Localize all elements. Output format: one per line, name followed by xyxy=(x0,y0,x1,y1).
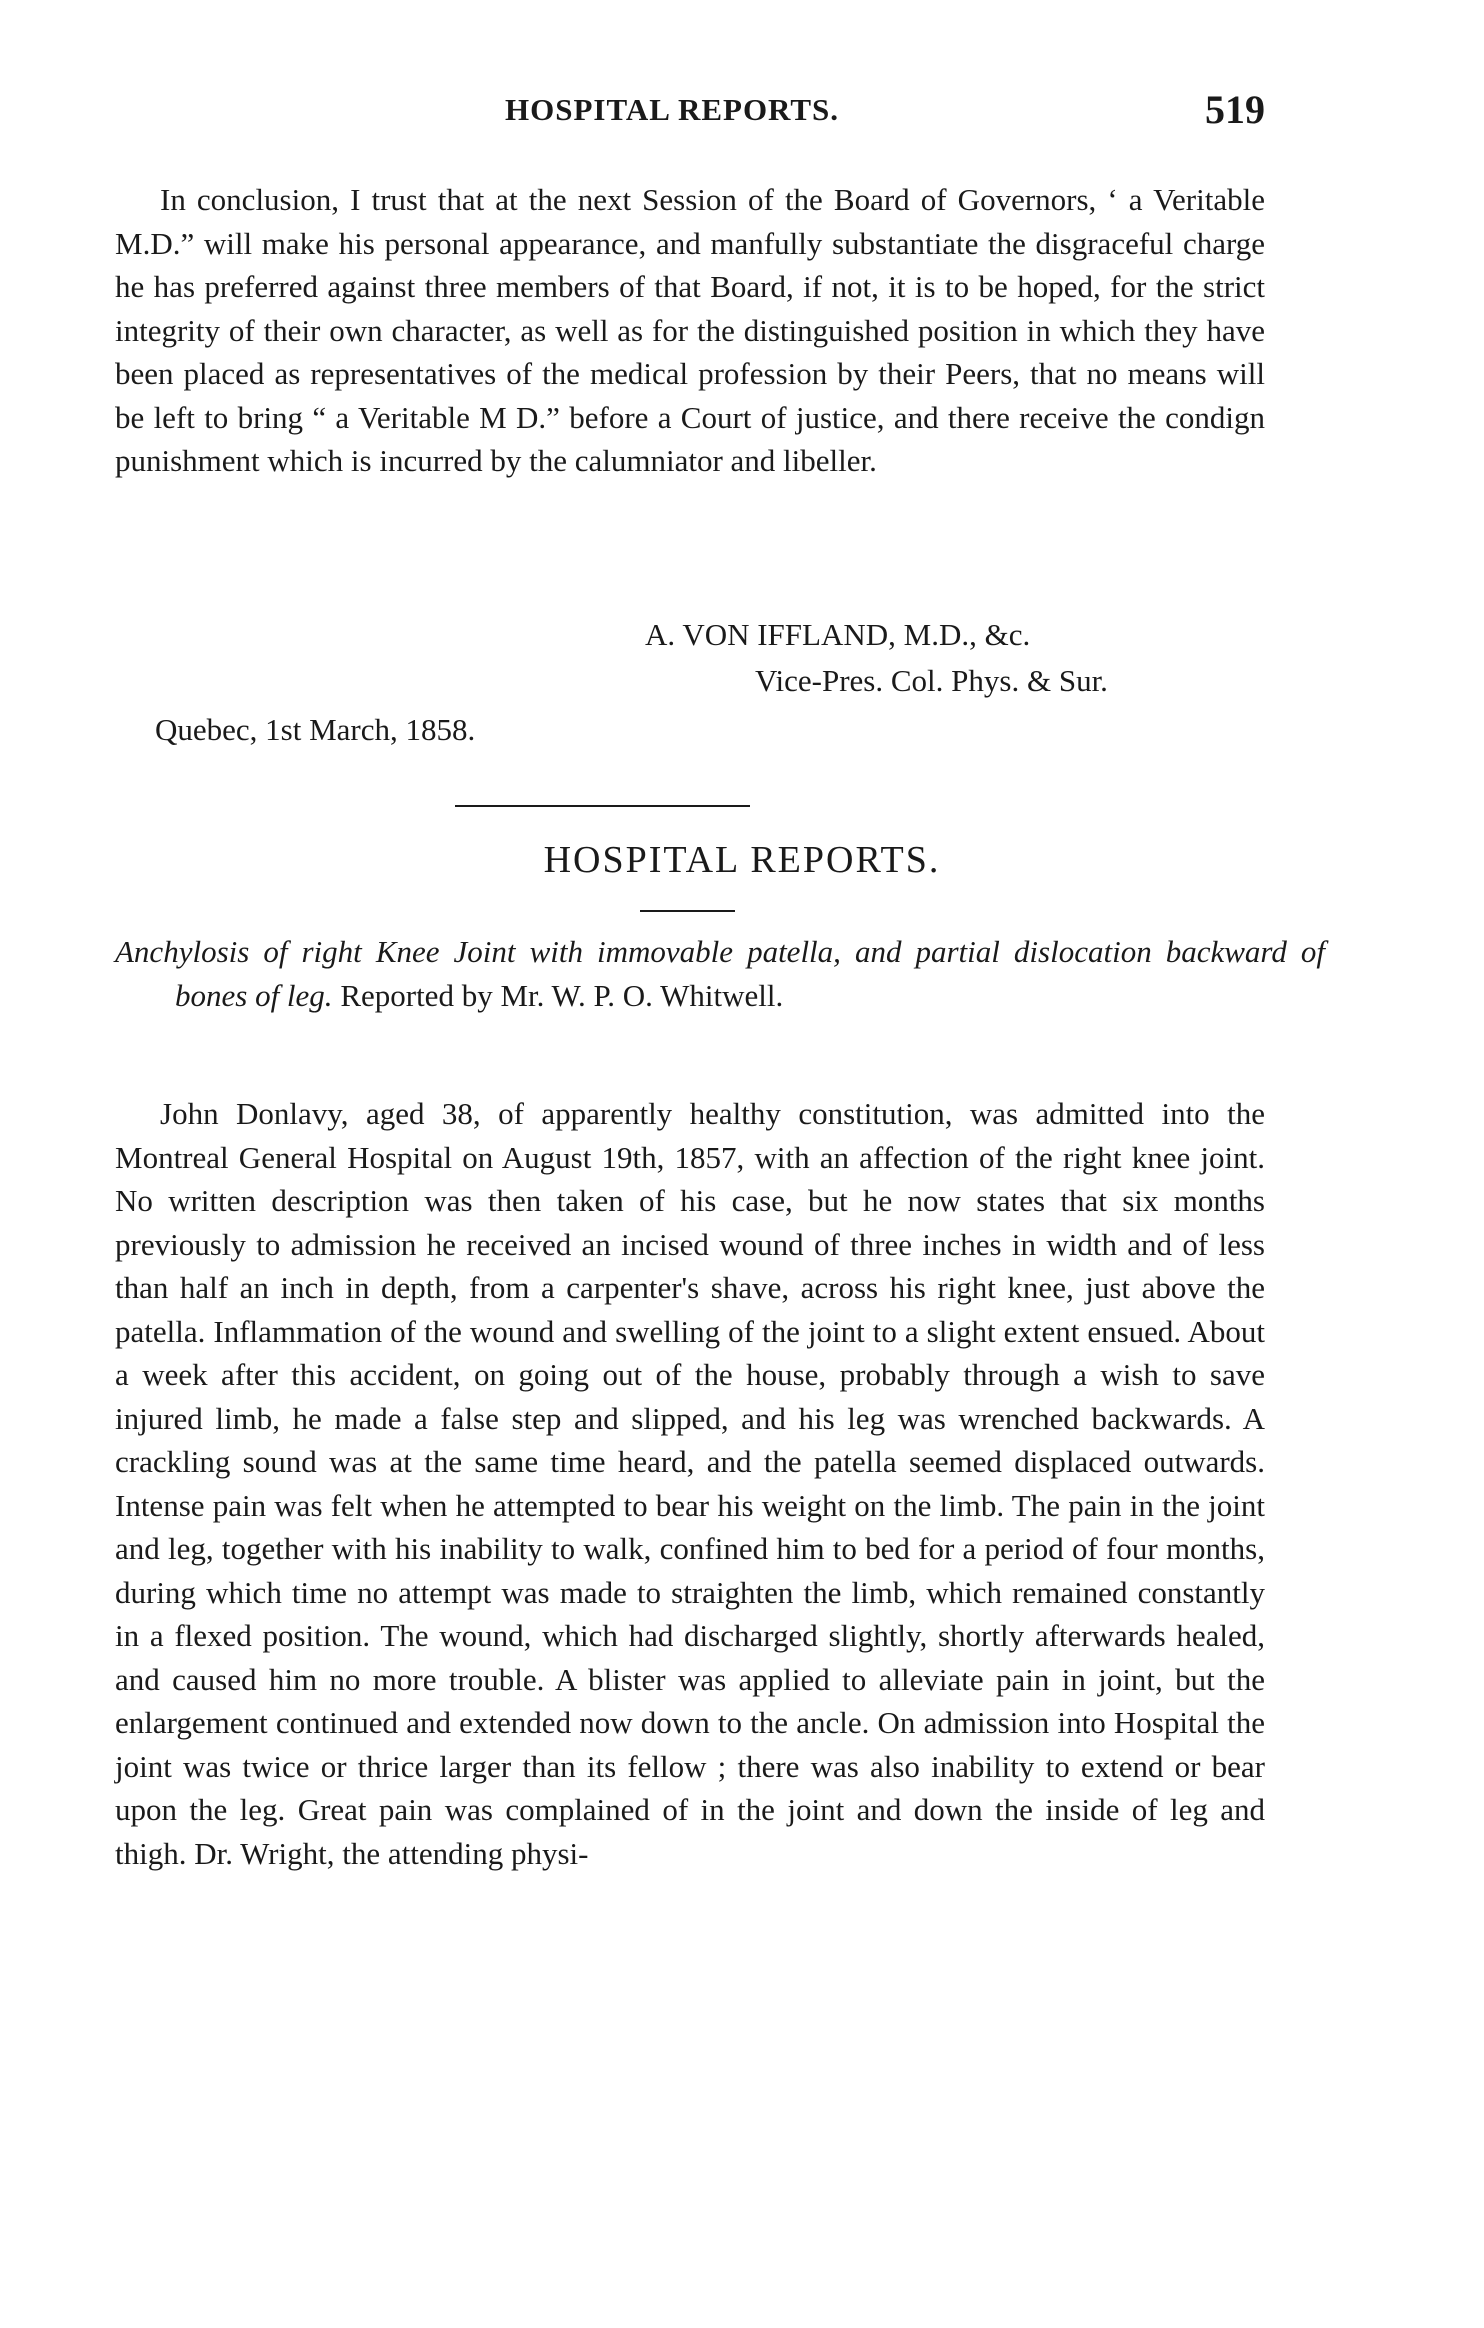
case-title xyxy=(115,930,1325,1018)
case-title-italic: Anchylosis of right Knee Joint with immovable patella, and partial dislocation backward of bones of leg. xyxy=(115,934,1325,1013)
case-reporter: Reported by Mr. W. P. O. Whitwell. xyxy=(340,978,784,1013)
signature-title: Vice-Pres. Col. Phys. & Sur. xyxy=(755,663,1108,698)
running-title: HOSPITAL REPORTS. xyxy=(505,92,840,127)
closing-letter xyxy=(115,178,1265,483)
section-heading: HOSPITAL REPORTS. xyxy=(543,839,941,881)
case-body-paragraph: John Donlavy, aged 38, of apparently healthy constitution, was admitted into the Montreal General Hospital on August 19th, 1857, with an affection of the right knee joint. No written description was then taken of his case, but he now states that six months previously to admission he received an incised wound of three inches in width and of less than half an inch in depth, from a carpenter's shave, across his right knee, just above the patella. Inflammation of the wound and swelling of the joint to a slight extent ensued. About a week after this accident, on going out of the house, probably through a wish to save injured limb, he made a false step and slipped, and his leg was wrenched backwards. A crackling sound was at the same time heard, and the patella seemed displaced outwards. Intense pain was felt when he attempted to bear his weight on the limb. The pain in the joint and leg, together with his inability to walk, confined him to bed for a period of four months, during which time no attempt was made to straighten the limb, which remained constantly in a flexed position. The wound, which had discharged slightly, shortly afterwards healed, and caused him no more trouble. A blister was applied to alleviate pain in joint, but the enlargement continued and extended now down to the ancle. On admission into Hospital the joint was twice or thrice larger than its fellow ; there was also inability to extend or bear upon the leg. Great pain was complained of in the joint and down the inside of leg and thigh. Dr. Wright, the attending physi- xyxy=(115,1096,1265,1871)
case-body xyxy=(115,1092,1265,1875)
dateline: Quebec, 1st March, 1858. xyxy=(155,712,476,747)
running-head xyxy=(0,87,1484,142)
section-divider xyxy=(455,805,750,807)
page-number: 519 xyxy=(1205,87,1265,132)
closing-paragraph: In conclusion, I trust that at the next Session of the Board of Governors, ‘ a Veritable M.D.” will make his personal appearance, and manfully substantiate the disgraceful charge he has preferred against three members of that Board, if not, it is to be hoped, for the strict integrity of their own character, as well as for the distinguished position in which they have been placed as representatives of the medical profession by their Peers, that no means will be left to bring “ a Veritable M D.” before a Court of justice, and there receive the condign punishment which is incurred by the calumniator and libeller. xyxy=(115,182,1265,478)
signature-block xyxy=(645,612,1108,704)
heading-underline xyxy=(640,910,735,912)
signature-name: A. VON IFFLAND, M.D., &c. xyxy=(645,617,1031,652)
